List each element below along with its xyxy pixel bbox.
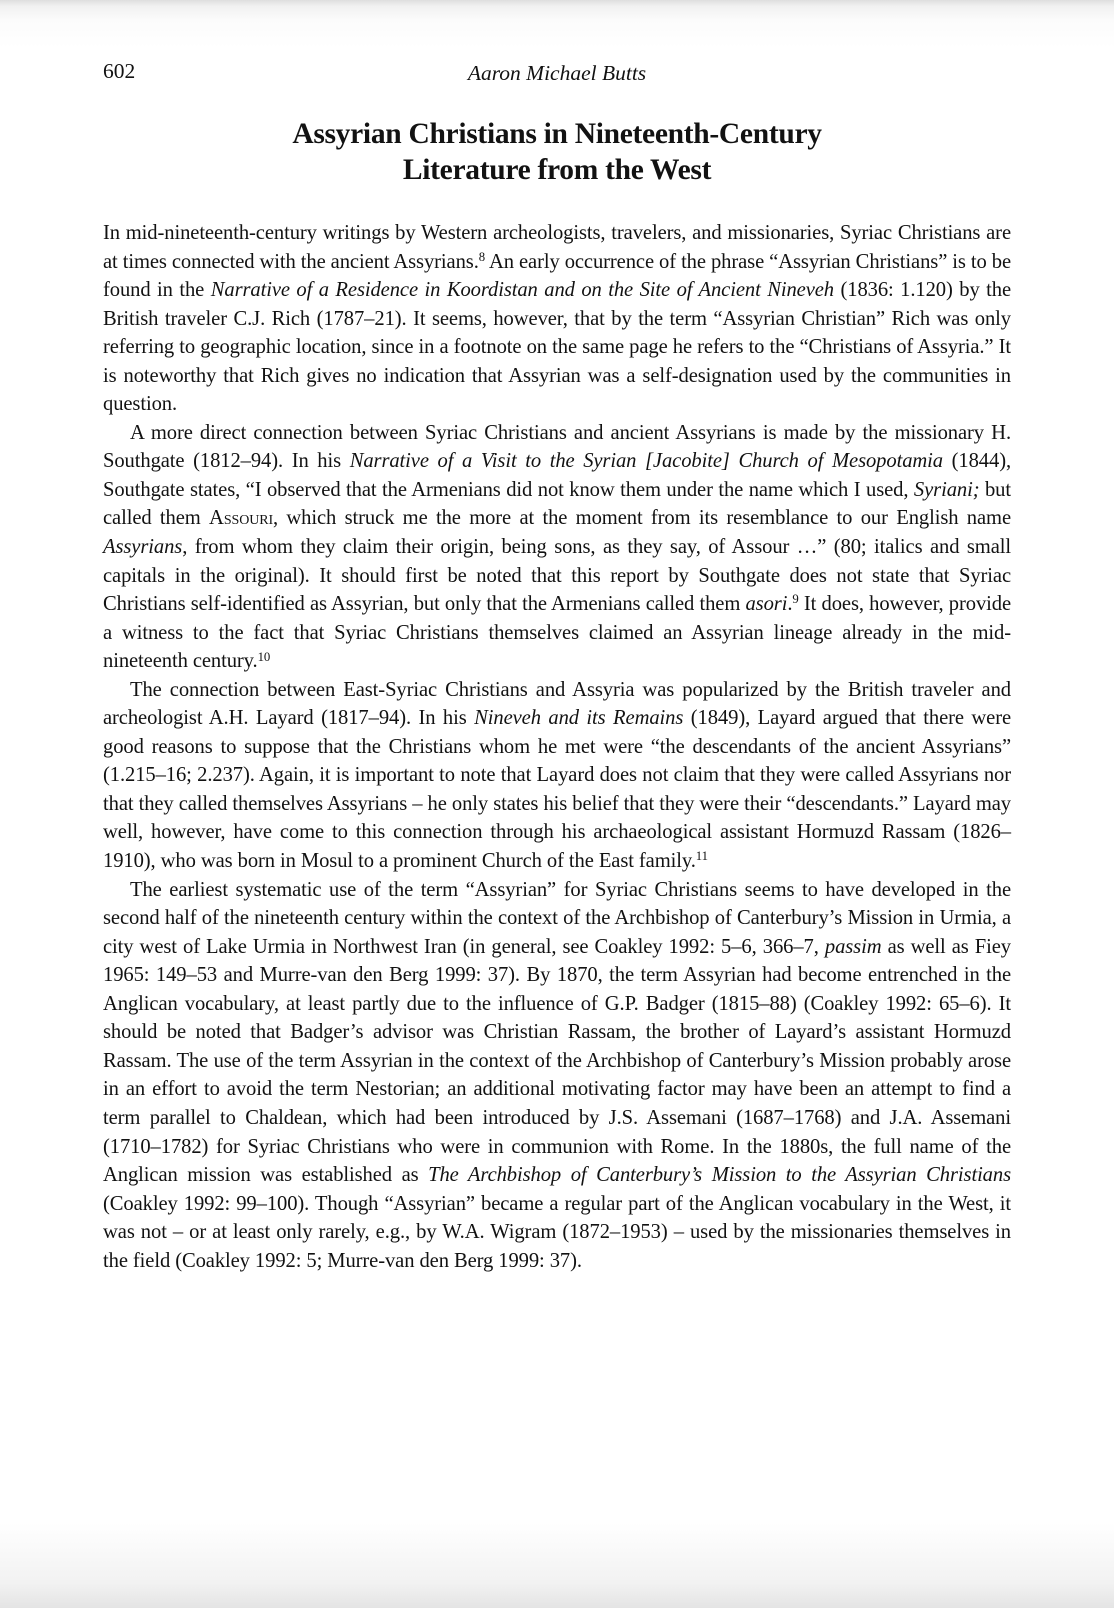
paragraph — [103, 676, 1011, 876]
text-run: (1849), Layard argued that there were good reasons to suppose that the Christians whom he met were “the descendants of the ancient Assyrians” (1.215–16; 2.237). Again, it is important to note that Layard does not claim that they were called Assyrians nor that they called themselves Assyrians – he only states his belief that they were their “descendants.” Layard may well, however, have come to this connection through his archaeological assistant Hormuzd Rassam (1826–1910), who was born in Mosul to a prominent Church of the East family. — [103, 707, 1011, 873]
text-run: Narrative of a Residence in Koordistan and on the Site of Ancient Nineveh — [210, 279, 834, 302]
text-run: (1836: 1.120) by the British traveler C.J. Rich (1787–21). It seems, however, that by the term “Assyrian Christian” Rich was only referring to geographic location, since in a footnote on the same page he refers to the “Christians of Assyria.” It is noteworthy that Rich gives no indication that Assyrian was a self-designation used by the communities in question. — [103, 279, 1011, 416]
footnote-marker: 11 — [695, 849, 708, 864]
text-run: , which struck me the more at the moment from its resemblance to our English name — [273, 507, 1012, 530]
text-run: A more direct connection between Syriac Christians and ancient Assyrians is made by the missionary H. Southgate (1812–94). In his — [103, 421, 1011, 473]
footnote-marker: 10 — [257, 649, 271, 664]
text-run: The earliest systematic use of the term “Assyrian” for Syriac Christians seems to have developed in the second half of the nineteenth century within the context of the Archbishop of Canterbury’s Mission in Urmia, a city west of Lake Urmia in Northwest Iran (in general, see Coakley 1992: 5–6, 366–7, — [103, 878, 1011, 958]
title-line-1: Assyrian Christians in Nineteenth-Century — [292, 118, 822, 150]
text-run: Assouri — [209, 507, 274, 530]
text-run: The Archbishop of Canterbury’s Mission to the Assyrian Christians — [428, 1164, 1011, 1187]
text-run: but called them — [103, 478, 1011, 530]
page-bottom-edge-shade — [0, 1523, 1114, 1608]
title-line-2: Literature from the West — [402, 154, 712, 186]
text-run: (1844), Southgate states, “I observed that the Armenians did not know them under the name which I used, — [103, 450, 1012, 501]
text-run: passim — [824, 935, 882, 958]
text-run: asori — [745, 593, 788, 616]
paragraph — [103, 219, 1011, 419]
text-run: In mid-nineteenth-century writings by Western archeologists, travelers, and missionaries, Syriac Christians are at times connected with the ancient Assyrians. — [103, 222, 1011, 273]
article-title — [0, 116, 1114, 188]
text-run: as well as Fiey 1965: 149–53 and Murre-van den Berg 1999: 37). By 1870, the term Assyrian had become entrenched in the Anglican vocabulary, at least partly due to the influence of G.P. Badger (1815–88) (Coakley 1992: 65–6). It should be noted that Badger’s advisor was Christian Rassam, the brother of Layard’s assistant Hormuzd Rassam. The use of the term Assyrian in the context of the Archbishop of Canterbury’s Mission probably arose in an effort to avoid the term Nestorian; an additional motivating factor may have been an attempt to find a term parallel to Chaldean, which had been introduced by J.S. Assemani (1687–1768) and J.A. Assemani (1710–1782) for Syriac Christians who were in communion with Rome. In the 1880s, the full name of the Anglican mission was established as — [103, 935, 1012, 1187]
text-run: . — [787, 593, 793, 616]
page-header — [0, 0, 1114, 90]
text-run: Assyrians — [103, 536, 183, 559]
page-number: 602 — [103, 59, 136, 83]
article-body — [103, 219, 1011, 1275]
text-run: Nineveh and its Remains — [474, 707, 684, 730]
text-run: , from whom they claim their origin, being sons, as they say, of Assour …” (80; italics and small capitals in the original). It should first be noted that this report by Southgate does not state that Syriac Christians self-identified as Assyrian, but only that the Armenians called them — [103, 536, 1011, 616]
text-run: Narrative of a Visit to the Syrian [Jacobite] Church of Mesopotamia — [349, 450, 943, 473]
text-run: (Coakley 1992: 99–100). Though “Assyrian” became a regular part of the Anglican vocabulary in the West, it was not – or at least only rarely, e.g., by W.A. Wigram (1872–1953) – used by the missionaries themselves in the field (Coakley 1992: 5; Murre-van den Berg 1999: 37). — [103, 1192, 1011, 1272]
footnote-marker: 8 — [478, 249, 486, 264]
running-head: Aaron Michael Butts — [467, 61, 647, 85]
text-run: The connection between East-Syriac Christians and Assyria was popularized by the British traveler and archeologist A.H. Layard (1817–94). In his — [103, 678, 1011, 730]
text-run: Syriani; — [913, 478, 980, 501]
text-run: An early occurrence of the phrase “Assyrian Christians” is to be found in the — [103, 250, 1011, 302]
paragraph — [103, 419, 1011, 676]
footnote-marker: 9 — [792, 592, 799, 607]
text-run: It does, however, provide a witness to the fact that Syriac Christians themselves claimed an Assyrian lineage already in the mid-nineteenth century. — [103, 593, 1011, 673]
paragraph — [103, 876, 1011, 1276]
